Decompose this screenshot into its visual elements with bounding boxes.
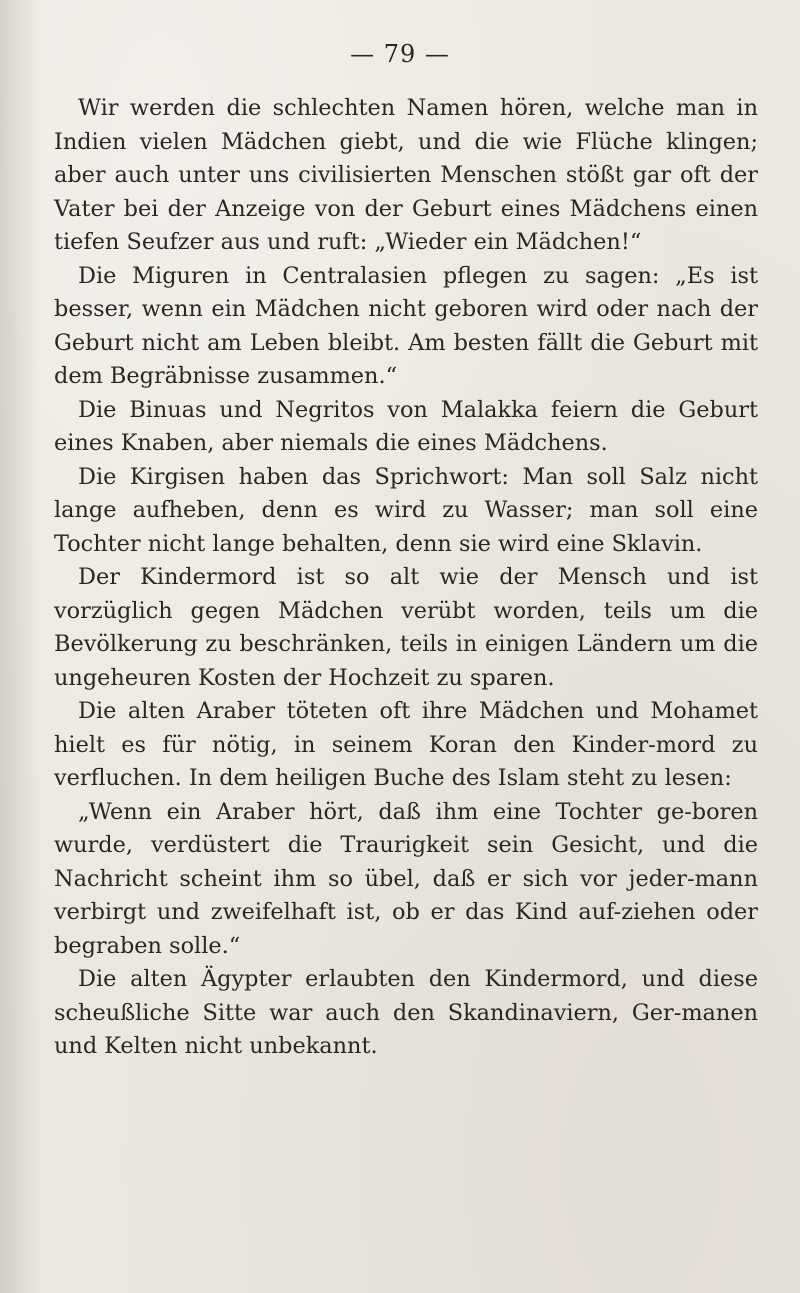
paragraph: Die Kirgisen haben das Sprichwort: Man soll Salz nicht lange aufheben, denn es wird zu Wasser; man soll eine Tochter nicht lange behalten, denn sie wird eine Sklavin. — [54, 463, 758, 557]
page-number: — 79 — — [350, 40, 450, 68]
paragraph: Wir werden die schlechten Namen hören, welche man in Indien vielen Mädchen giebt, und die wie Flüche klingen; aber auch unter uns civilisierten Menschen stößt gar oft der Vater bei der Anzeige von der Geburt eines Mädchens einen tiefen Seufzer aus und ruft: „Wieder ein Mädchen!“ — [54, 95, 758, 255]
paragraph: Die alten Ägypter erlaubten den Kindermord, und diese scheußliche Sitte war auch den Skandinaviern, Ger-manen und Kelten nicht unbekannt. — [54, 966, 758, 1059]
page-edge-shadow — [0, 0, 40, 1293]
paragraph: Die Miguren in Centralasien pflegen zu sagen: „Es ist besser, wenn ein Mädchen nicht geboren wird oder nach der Geburt nicht am Leben bleibt. Am besten fällt die Geburt mit dem Begräbnisse zusammen.“ — [54, 262, 758, 389]
paragraph: Die Binuas und Negritos von Malakka feiern die Geburt eines Knaben, aber niemals die eines Mädchens. — [54, 396, 758, 456]
quotation-paragraph: „Wenn ein Araber hört, daß ihm eine Tochter ge-boren wurde, verdüstert die Traurigkeit sein Gesicht, und die Nachricht scheint ihm so übel, daß er sich vor jeder-mann verbirgt und zweifelhaft ist, ob er das Kind auf-ziehen oder begraben solle.“ — [54, 798, 758, 959]
paragraph: Der Kindermord ist so alt wie der Mensch und ist vorzüglich gegen Mädchen verübt worden, teils um die Bevölkerung zu beschränken, teils in einigen Ländern um die ungeheuren Kosten der Hochzeit zu sparen. — [54, 564, 758, 691]
body-text — [54, 92, 758, 1064]
paragraph: Die alten Araber töteten oft ihre Mädchen und Mohamet hielt es für nötig, in seinem Koran den Kinder-mord zu verfluchen. In dem heiligen Buche des Islam steht zu lesen: — [54, 698, 758, 791]
